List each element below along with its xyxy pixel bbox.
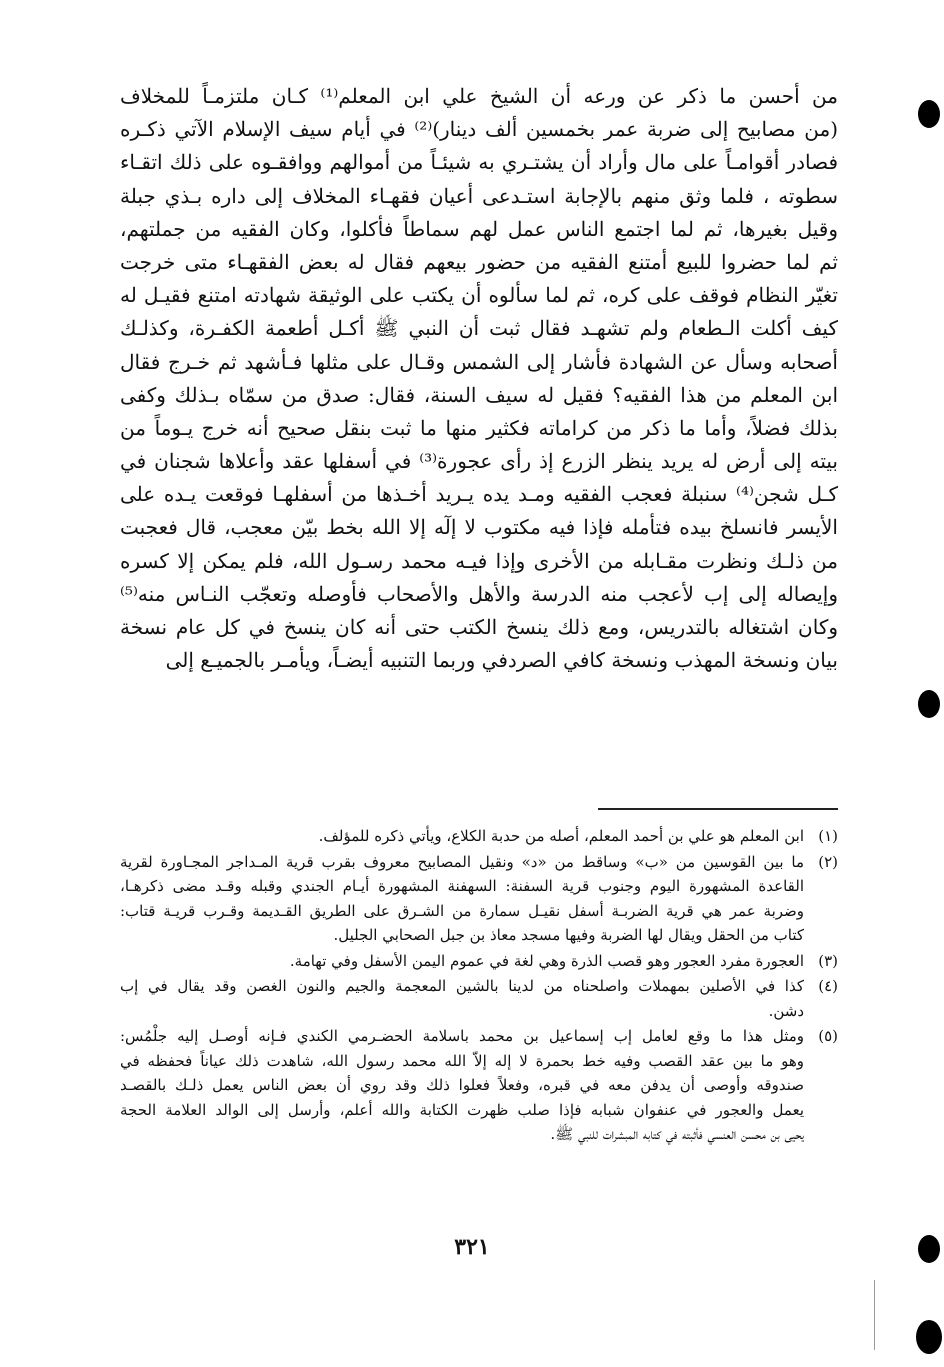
text-line: ثم لما حضروا للبيع أمتنع الفقيه من حضور بيعهم فقال له بعض الفقهـاء متى خرجت (120, 249, 838, 274)
footnote-line: وهو ما بين عقد القصب وفيه خط بحمرة لا إله إلاّ الله محمد رسول الله، شاهدت ذلك عياناً فحفظه في (120, 1051, 804, 1070)
footnote-number: (١) (818, 827, 838, 845)
footnote-separator (598, 808, 838, 810)
footnote-line: وضربة عمر هي قرية الضربـة أسفل نقيـل سمارة من الشـرق على الطريق القـديمة وقـرب قريـة قتاب: (120, 901, 804, 920)
text-line: بيان ونسخة المهذب ونسخة كافي الصردفي وربما التنبيه أيضـاً، ويأمـر بالجميـع إلى (165, 648, 838, 673)
text-line: وكان اشتغاله بالتدريس، ومع ذلك ينسخ الكتب حتى أنه كان ينسخ في كل عام نسخة (120, 615, 838, 639)
footnote-text (120, 949, 804, 974)
footnote-line: كذا في الأصلين بمهملات واصلحناه من لدينا بالشين المعجمة والجيم والنون الغصن وقد يقال في إب (120, 977, 804, 995)
footnote-text (120, 1024, 804, 1147)
footnote-text (120, 850, 804, 948)
footnote-text (120, 824, 804, 849)
text-line: فصادر أقوامـاً على مال وأراد أن يشتـري به شيئـاً من أموالهم ووافقـوه على ذلك اتقـاء (120, 150, 838, 175)
footnote (120, 850, 838, 948)
text-line: وقيل بغيرها، ثم لما اجتمع الناس عمل لهم سماطاً فأكلوا، وكان الفقيه من جملتهم، (120, 216, 838, 241)
text-line: الأيسر فانسلخ بيده فتأمله فإذا فيه مكتوب لا إلٓه إلا الله بخط بيّن معجب، قال فعجبت (120, 515, 838, 540)
footnote-number: (٣) (818, 951, 838, 970)
binding-hole-mark (918, 1235, 940, 1263)
binding-hole-mark (918, 100, 940, 128)
text-line: كـل شجن⁽⁴⁾ سنبلة فعجب الفقيه ومـد يده يـريد أخـذها من أسفلهـا فوقعت يـده على (120, 482, 838, 507)
text-line: (من مصابيح إلى ضربة عمر بخمسين ألف دينار)⁽²⁾ في أيام سيف الإسلام الآتي ذكـره (120, 117, 838, 142)
footnote-number: (٥) (818, 1027, 838, 1045)
footnote-line: يحيى بن محسن العنسي فأثبته في كتابه المبشرات للنبي ﷺ. (550, 1125, 804, 1143)
footnote (120, 1024, 838, 1147)
footnote-line: صندوقه وأوصى أن يدفن معه في قبره، وفعلاً فعلوا ذلك وقد روي أن بعض الناس يعمل ذلـك بالقصـد (120, 1076, 804, 1094)
text-line: تغيّر النظام فوقف على كره، ثم لما سألوه أن يكتب على الوثيقة شهادته امتنع فقيـل له (120, 283, 838, 308)
text-line: بذلك فضلاً، وأما ما ذكر من كراماته فكثير منها ما ثبت بنقل صحيح أنه خرج يـوماً من (120, 415, 838, 440)
binding-hole-mark (916, 1320, 942, 1354)
footnote-line: العجورة مفرد العجور وهو قصب الذرة وهي لغة في عموم اليمن الأسفل وفي تهامة. (289, 951, 804, 970)
text-line: من أحسن ما ذكر عن ورعه أن الشيخ علي ابن المعلم⁽¹⁾ كـان ملتزمـاً للمخلاف (120, 84, 838, 108)
text-line: بيته إلى أرض له يريد ينظر الزرع إذ رأى عجورة⁽³⁾ في أسفلها عقد وأعلاها شجنان في (120, 449, 838, 474)
text-line: من ذلـك ونظرت مقـابله من الأخرى وإذا فيـه محمد رسـول الله، فلم يمكن إلا كسره (120, 548, 838, 573)
footnote-number: (٤) (818, 977, 838, 995)
footnote (120, 824, 838, 849)
footnote (120, 949, 838, 974)
footnote-number: (٢) (818, 852, 838, 871)
page-number: ٣٢١ (454, 1234, 490, 1260)
text-line: أصحابه وسأل عن الشهادة فأشار إلى الشمس وقـال على مثلها فـأشهد ثم خـرج فقال (120, 349, 838, 374)
footnote-line: القاعدة المشهورة اليوم وجنوب قرية السفنة: السهفنة المشهورة أيـام الجندي وقبله وقـد مضى ذكرهـا، (120, 877, 804, 895)
text-line: كيف أكلت الـطعام ولم تشهـد فقال ثبت أن النبي ﷺ أكـل أطعمة الكفـرة، وكذلـك (120, 316, 838, 341)
footnote-line: ومثل هذا ما وقع لعامل إب إسماعيل بن محمد باسلامة الحضـرمي الكندي فـإنه أوصـل إليه جلْمُس: (120, 1027, 804, 1045)
footnote-line: يعمل والعجور في عنفوان شبابه فإذا صلب ظهرت الكتابة والله أعلم، وأرسل إلى الوالد العلامة الحجة (120, 1100, 804, 1119)
footnote-line: ابن المعلم هو علي بن أحمد المعلم، أصله من حدبة الكلاع، ويأتي ذكره للمؤلف. (318, 827, 804, 845)
text-line: سطوته ، فلما وثق منهم بالإجابة استـدعى أعيان فقهـاء المخلاف إلى داره بـذي جبلة (120, 183, 838, 208)
binding-hole-mark (918, 690, 940, 718)
footnotes (120, 824, 838, 1148)
main-text (120, 80, 838, 677)
footnote-line: دشن. (768, 1001, 804, 1020)
text-line: ابن المعلم من هذا الفقيه؟ فقيل له سيف السنة، فقال: صدق من سمّاه بـذلك وكفى (120, 382, 838, 407)
page-edge-line (874, 1280, 875, 1350)
footnote-text (120, 974, 804, 1023)
footnote-line: ما بين القوسين من «ب» وساقط من «د» ونقيل المصابيح معروف بقرب قرية المـداجر المجـاورة لقرية (120, 852, 804, 871)
text-line: وإيصاله إلى إب لأعجب منه الدرسة والأهل والأصحاب فأوصله وتعجّب النـاس منه⁽⁵⁾ (120, 581, 838, 606)
footnote (120, 974, 838, 1023)
footnote-line: كتاب من الحقل ويقال لها الضربة وفيها مسجد معاذ بن جبل الصحابي الجليل. (333, 926, 804, 944)
